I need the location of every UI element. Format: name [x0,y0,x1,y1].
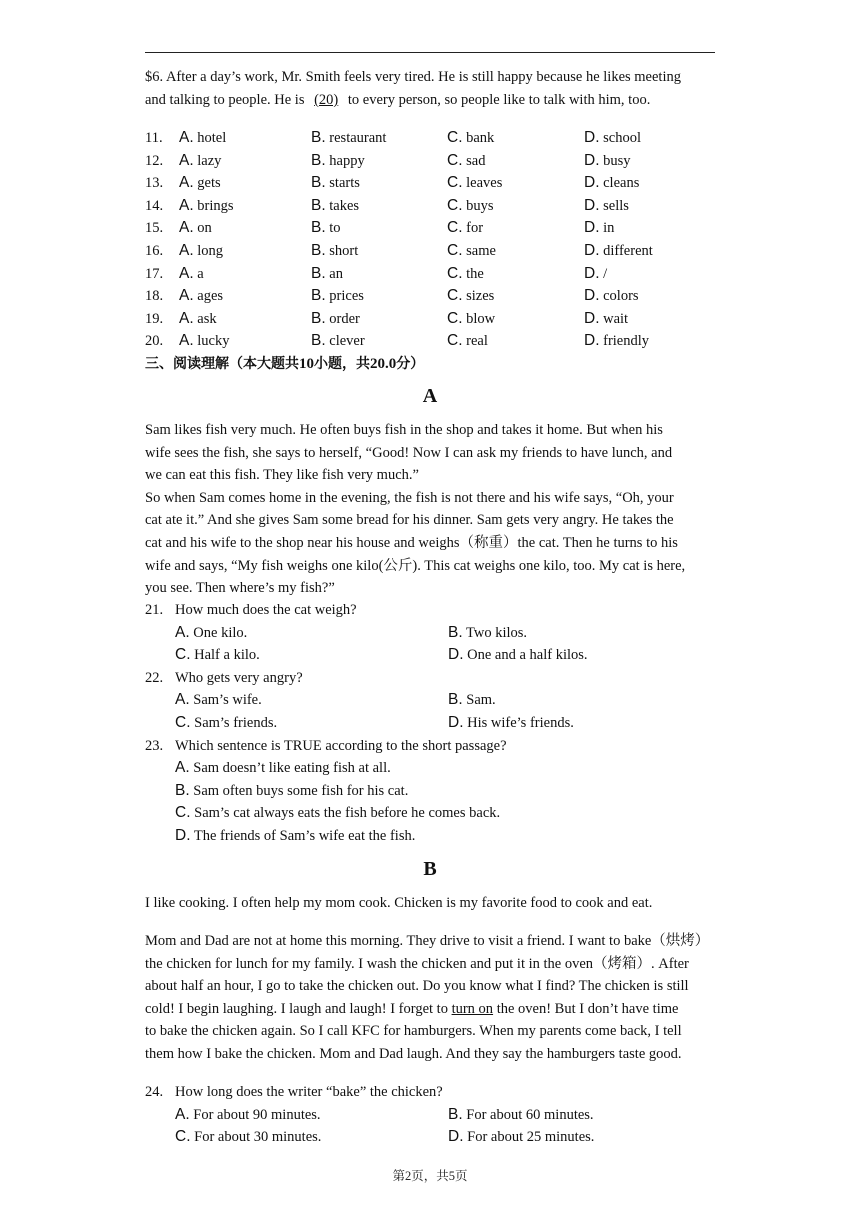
option-letter: B. [448,1105,463,1123]
choice-text: Two kilos. [466,624,528,641]
passage-line: cat ate it.” And she gives Sam some bread for his dinner. Sam gets very angry. He takes the [145,512,674,529]
option-letter: A. [179,129,194,146]
option-text: bank [466,130,495,146]
choice-a [175,690,262,710]
option-a [179,128,226,148]
passage-line: I like cooking. I often help my mom cook. Chicken is my favorite food to cook and eat. [145,895,653,911]
choice-c [175,803,500,823]
question-number: 22. [145,669,164,686]
choice-text: Sam’s friends. [194,715,278,731]
option-text: blow [466,310,496,327]
choice-text: One and a half kilos. [467,647,588,664]
option-d [584,241,653,261]
option-letter: B. [311,129,326,146]
choice-c [175,1127,321,1147]
choice-text: His wife’s friends. [467,715,574,731]
option-letter: A. [179,219,194,237]
section-title: 三、阅读理解（本大题共10小题，共20.0分） [145,356,425,372]
option-letter: A. [175,691,190,709]
option-letter: C. [447,264,463,282]
choice-b [448,690,496,710]
option-letter: C. [447,174,463,192]
choice-b [448,1105,594,1125]
option-text: long [197,243,224,259]
option-b [311,173,360,193]
option-c [447,264,484,284]
option-text: colors [603,288,639,305]
option-text: takes [329,197,360,214]
choice-a [175,623,247,643]
option-text: same [466,243,496,259]
question-number: 23. [145,737,164,754]
question-number: 15. [145,220,164,237]
option-a [179,286,223,306]
option-a [179,331,230,351]
option-text: buys [466,197,494,214]
option-letter: D. [584,242,600,259]
question-number: 12. [145,152,164,169]
option-b [311,331,365,351]
option-letter: C. [447,242,463,259]
blank-20: (20) [314,92,339,108]
passage-line: Sam likes fish very much. He often buys fish in the shop and takes it home. But when his [145,422,663,438]
option-a [179,151,221,171]
passage-line: cold! I begin laughing. I laugh and laugh! I forget to turn on the oven! But I don’t have time [145,1001,679,1017]
option-text: starts [329,175,360,192]
choice-d [448,713,574,733]
passage-line: wife and says, “My fish weighs one kilo(公斤). This cat weighs one kilo, too. My cat is here, [145,557,686,574]
option-text: lucky [197,333,230,350]
option-text: ask [197,310,217,327]
option-b [311,309,360,329]
passage-line: about half an hour, I go to take the chicken out. Do you know what I find? The chicken is still [145,978,689,995]
passage-line: cat and his wife to the shop near his house and weighs（称重）the cat. Then he turns to his [145,535,678,551]
question-item [145,1082,443,1102]
option-letter: B. [311,332,326,350]
question-text: Who gets very angry? [175,669,303,686]
option-letter: A. [179,174,194,192]
option-text: on [197,220,212,237]
option-letter: D. [584,332,600,350]
page-footer: 第2页，共5页 [392,1169,468,1183]
choice-text: For about 90 minutes. [193,1106,321,1123]
question-number: 19. [145,310,164,327]
option-text: lazy [197,152,222,169]
option-text: / [603,265,608,282]
option-letter: D. [584,287,600,305]
option-text: an [329,265,343,282]
choice-d [448,1127,594,1147]
option-text: ages [197,288,224,305]
option-text: restaurant [329,130,387,146]
option-text: order [329,310,360,327]
question-text: Which sentence is TRUE according to the short passage? [175,737,507,754]
option-letter: C. [175,646,191,664]
choice-text: Sam often buys some fish for his cat. [193,782,409,799]
option-d [584,173,639,193]
passage-heading-a: A [422,385,438,407]
option-letter: D. [584,196,600,214]
passage-line: So when Sam comes home in the evening, the fish is not there and his wife says, “Oh, your [145,489,674,506]
option-a [179,309,217,329]
option-c [447,331,488,351]
option-letter: D. [175,827,191,844]
header-rule [145,52,715,53]
question-number: 13. [145,175,164,192]
underlined-phrase: turn on [451,1001,494,1017]
choice-text: Sam’s wife. [193,692,262,709]
option-a [179,173,221,193]
choice-a [175,1105,321,1125]
passage-line [145,90,650,110]
option-text: sizes [466,288,495,305]
option-b [311,241,358,261]
option-letter: D. [448,646,464,664]
option-letter: D. [448,714,464,731]
option-letter: B. [311,287,326,305]
option-letter: A. [179,287,194,305]
option-letter: B. [311,174,326,192]
passage-line: you see. Then where’s my fish?” [145,580,335,597]
passage-line: the chicken for lunch for my family. I wash the chicken and put it in the oven（烤箱）. After [145,955,689,972]
option-text: in [603,220,615,237]
choice-d [175,826,415,846]
option-c [447,241,496,261]
option-text: prices [329,288,364,305]
option-c [447,173,502,193]
option-letter: A. [175,1105,190,1123]
passage-line: wife sees the fish, she says to herself, “Good! Now I can ask my friends to have lunch, and [145,444,673,461]
choice-text: One kilo. [193,624,248,641]
passage-line: we can eat this fish. They like fish very much.” [145,467,419,484]
option-letter: A. [179,151,194,169]
choice-text: For about 60 minutes. [466,1106,594,1123]
option-letter: B. [311,264,326,282]
option-letter: C. [447,219,463,237]
option-letter: B. [311,151,326,169]
passage-heading-b: B [423,858,437,880]
option-c [447,286,494,306]
option-letter: A. [179,264,194,282]
option-text: brings [197,197,234,214]
question-item [145,668,303,688]
question-item [145,600,357,620]
option-c [447,196,494,216]
option-letter: A. [179,196,194,214]
option-a [179,241,223,261]
option-d [584,196,629,216]
option-letter: A. [175,759,190,777]
passage-line: to bake the chicken again. So I call KFC for hamburgers. When my parents come back, I tell [145,1023,682,1039]
passage-line: them how I bake the chicken. Mom and Dad laugh. And they say the hamburgers taste good. [145,1045,682,1062]
question-number: 14. [145,197,164,214]
option-letter: D. [584,174,600,192]
option-text: sad [466,152,486,169]
option-d [584,218,614,238]
option-letter: D. [584,309,600,327]
option-letter: B. [311,309,326,327]
option-letter: A. [175,623,190,641]
option-a [179,196,234,216]
option-c [447,309,495,329]
option-text: a [197,265,204,282]
choice-d [448,645,588,665]
option-letter: B. [311,219,326,237]
question-number: 18. [145,288,164,305]
option-letter: C. [447,129,463,146]
option-letter: B. [448,691,463,709]
option-c [447,128,494,148]
option-letter: D. [584,151,600,169]
option-letter: B. [175,781,190,799]
option-text: different [603,243,653,259]
option-letter: D. [584,129,600,146]
choice-text: The friends of Sam’s wife eat the fish. [193,828,416,844]
question-number: 21. [145,602,164,618]
question-text: How much does the cat weigh? [175,602,357,618]
option-text: clever [329,333,365,350]
option-text: school [603,130,641,146]
option-b [311,286,364,306]
option-d [584,331,649,351]
option-d [584,151,631,171]
option-letter: C. [447,287,463,305]
option-d [584,309,628,329]
passage-text: to every person, so people like to talk with him, too. [344,92,651,108]
option-text: happy [329,152,365,169]
option-text: friendly [603,333,650,350]
option-b [311,218,341,238]
option-text: hotel [197,130,227,146]
question-number: 17. [145,265,164,282]
option-letter: D. [448,1128,464,1146]
option-d [584,128,641,148]
option-d [584,264,607,284]
option-b [311,196,359,216]
choice-text: Half a kilo. [194,647,260,664]
option-b [311,264,343,284]
option-c [447,151,485,171]
option-text: to [329,220,341,237]
option-text: wait [603,310,629,327]
option-text: short [329,243,359,259]
option-text: the [466,265,484,282]
choice-b [175,781,408,801]
choice-c [175,645,260,665]
option-c [447,218,483,238]
question-number: 11. [145,130,163,146]
option-b [311,151,365,171]
option-d [584,286,639,306]
question-item [145,736,507,756]
option-text: busy [603,152,631,169]
choice-b [448,623,527,643]
option-letter: C. [175,804,191,822]
option-text: for [466,220,484,237]
option-letter: B. [311,196,326,214]
option-a [179,264,204,284]
option-letter: A. [179,332,194,350]
passage-line: $6. After a day’s work, Mr. Smith feels very tired. He is still happy because he likes meeting [145,69,681,85]
option-letter: A. [179,242,194,259]
question-number: 16. [145,243,164,259]
choice-text: For about 30 minutes. [194,1129,322,1146]
option-letter: D. [584,264,600,282]
choice-a [175,758,391,778]
option-letter: B. [448,623,463,641]
option-letter: C. [175,714,191,731]
choice-text: For about 25 minutes. [467,1129,595,1146]
option-text: cleans [603,175,640,192]
option-text: gets [197,175,221,192]
option-letter: D. [584,219,600,237]
choice-text: Sam. [466,692,496,709]
option-letter: C. [447,332,463,350]
option-letter: C. [447,196,463,214]
option-letter: A. [179,309,194,327]
option-text: sells [603,197,629,214]
option-a [179,218,212,238]
option-letter: C. [447,309,463,327]
option-text: leaves [466,175,503,192]
option-letter: C. [175,1128,191,1146]
option-letter: B. [311,242,326,259]
option-b [311,128,386,148]
option-text: real [466,333,488,350]
question-number: 24. [145,1084,164,1100]
question-text: How long does the writer “bake” the chicken? [175,1084,443,1100]
option-letter: C. [447,151,463,169]
passage-line: Mom and Dad are not at home this morning. They drive to visit a friend. I want to bake（烘烤） [145,933,710,949]
choice-text: Sam’s cat always eats the fish before he comes back. [194,805,501,822]
question-number: 20. [145,333,164,350]
choice-text: Sam doesn’t like eating fish at all. [193,760,391,777]
choice-c [175,713,277,733]
passage-text: and talking to people. He is [145,92,309,108]
